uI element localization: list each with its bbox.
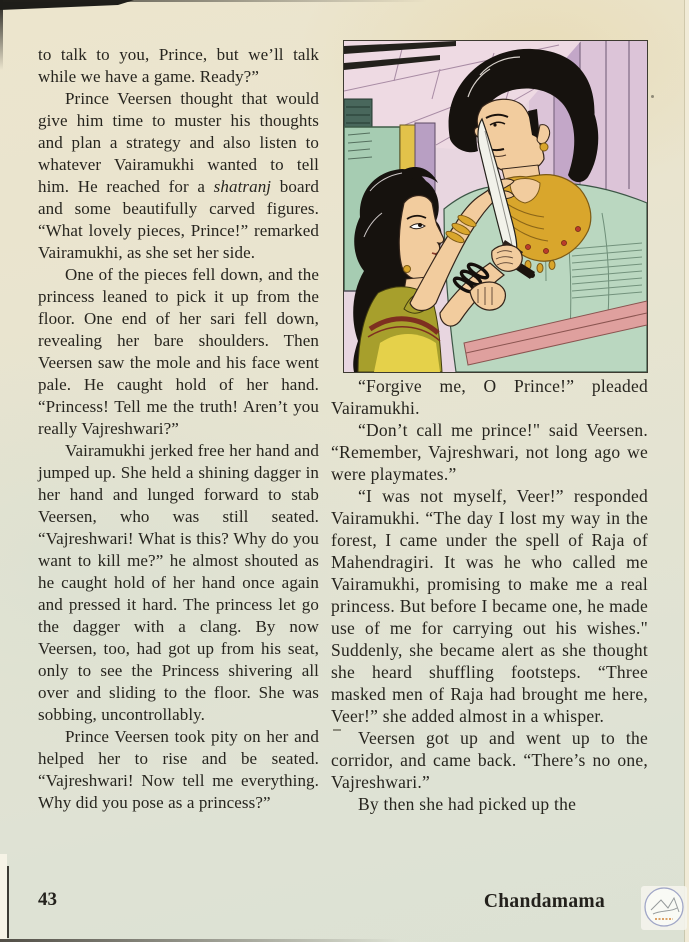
paragraph: “I was not myself, Veer!” responded Vairamukhi. “The day I lost my way in the forest, I came under the spell of Raja of Mahendragiri. It was he who called me Vairamukhi, promising to make me a real princess. But before I became one, he made use of me for carrying out his wishes." Suddenly, she became alert as she thought she heard shuffling footsteps. “Three masked men of Raja had brought me here, Veer!” she added almost in a whisper.	[331, 486, 648, 726]
paragraph: “Forgive me, O Prince!” pleaded Vairamukhi.	[331, 376, 648, 418]
paragraph: One of the pieces fell down, and the princess leaned to pick it up from the floor. One end of her sari fell down, revealing her bare shoulders. Then Veersen saw the mole and his face went pale. He caught hold of her hand. “Princess! Tell me the truth! Aren’t you really Vajreshwari?”	[38, 265, 319, 438]
paragraph: to talk to you, Prince, but we’ll talk while we have a game. Ready?”	[38, 45, 319, 86]
text-segment: Prince Veersen thought that would give him time to muster his thoughts and plan a strategy and also listen to whatever Vairamukhi wanted to tell him. He reached for a	[38, 89, 319, 196]
scan-edge-right-line	[684, 0, 685, 942]
scan-edge-left	[0, 0, 3, 70]
scan-edge-right	[685, 0, 689, 942]
scan-edge-left-line	[7, 866, 9, 938]
paragraph: Vairamukhi jerked free her hand and jumped up. She held a shining dagger in her hand and lunged forward to stab Veersen, who was still seated. “Vajreshwari! What is this? Why do you want to kill me?” he almost shouted as he caught hold of her hand once again and pressed it hard. The princess let go the dagger with a clang. By now Veersen, too, had got up from his seat, only to see the Princess shivering all over and sliding to the floor. She was sobbing, uncontrollably.	[38, 441, 319, 724]
scan-edge-left-white	[0, 854, 7, 942]
italic-word: shatranj	[213, 177, 272, 196]
story-illustration	[343, 40, 648, 373]
stamp-drawing	[641, 886, 687, 930]
paragraph	[38, 88, 319, 264]
paragraph: Prince Veersen took pity on her and helped her to rise and be seated. “Vajreshwari! Now tell me everything. Why did you pose as a princess?”	[38, 727, 319, 812]
scan-edge-top-line	[0, 0, 689, 2]
magazine-name: Chandamama	[483, 891, 605, 912]
right-column	[331, 375, 648, 815]
illustration-drawing	[344, 41, 647, 372]
page-number: 43	[38, 889, 57, 910]
paragraph: “Don’t call me prince!" said Veersen. “Remember, Vajreshwari, not long ago we were playmates.”	[331, 420, 648, 484]
paragraph: By then she had picked up the	[358, 794, 577, 814]
left-column	[38, 44, 319, 814]
library-stamp	[641, 886, 687, 930]
paragraph: Veersen got up and went up to the corridor, and came back. “There’s no one, Vajreshwari.”	[331, 728, 648, 792]
text-segment: board and some beautifully carved figures. “What lovely pieces, Prince!” remarked Vairamukhi, as she set her side.	[38, 177, 319, 262]
scan-speck	[651, 95, 654, 98]
